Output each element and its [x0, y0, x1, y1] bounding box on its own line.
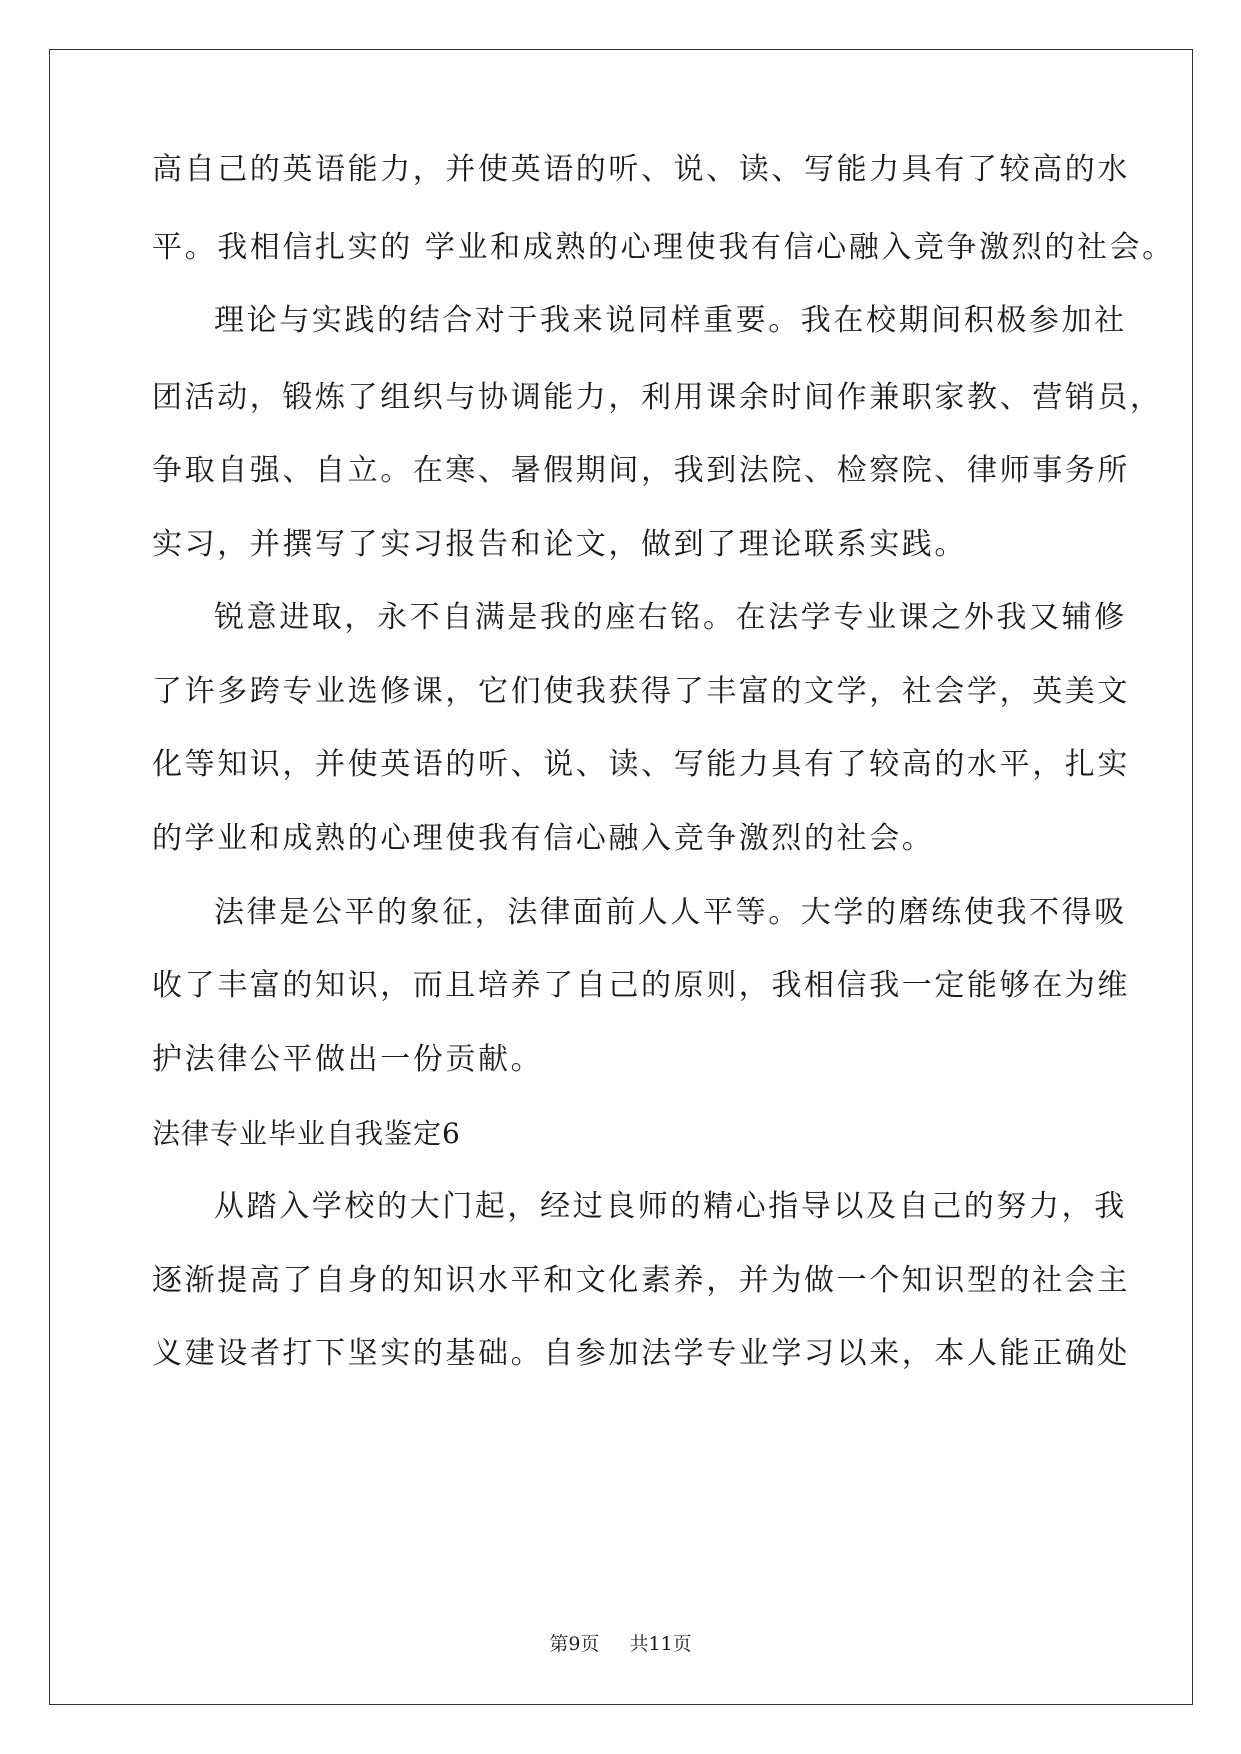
body-line: 义建设者打下坚实的基础。自参加法学专业学习以来，本人能正确处	[152, 1336, 1130, 1371]
page-total: 共11页	[629, 1633, 692, 1655]
body-line: 从踏入学校的大门起，经过良师的精心指导以及自己的努力，我	[214, 1189, 1127, 1224]
body-line: 理论与实践的结合对于我来说同样重要。我在校期间积极参加社	[214, 303, 1127, 338]
page-number: 第9页	[549, 1633, 600, 1655]
page-border	[49, 49, 1193, 1705]
body-line: 锐意进取，永不自满是我的座右铭。在法学专业课之外我又辅修	[214, 600, 1127, 635]
body-line: 团活动，锻炼了组织与协调能力，利用课余时间作兼职家教、营销员，	[152, 380, 1163, 415]
body-line: 高自己的英语能力，并使英语的听、说、读、写能力具有了较高的水	[152, 152, 1130, 187]
body-line: 平。我相信扎实的 学业和成熟的心理使我有信心融入竞争激烈的社会。	[152, 230, 1175, 265]
body-line: 逐渐提高了自身的知识水平和文化素养，并为做一个知识型的社会主	[152, 1263, 1130, 1298]
body-line: 了许多跨专业选修课，它们使我获得了丰富的文学，社会学，英美文	[152, 674, 1130, 709]
body-line: 的学业和成熟的心理使我有信心融入竞争激烈的社会。	[152, 821, 935, 856]
body-line: 化等知识，并使英语的听、说、读、写能力具有了较高的水平，扎实	[152, 747, 1130, 782]
body-line: 实习，并撰写了实习报告和论文，做到了理论联系实践。	[152, 527, 967, 562]
body-line: 护法律公平做出一份贡献。	[152, 1042, 544, 1077]
page-footer	[0, 1632, 1241, 1656]
body-line: 收了丰富的知识，而且培养了自己的原则，我相信我一定能够在为维	[152, 968, 1130, 1003]
section-heading: 法律专业毕业自我鉴定6	[152, 1117, 461, 1150]
body-line: 法律是公平的象征，法律面前人人平等。大学的磨练使我不得吸	[214, 895, 1127, 930]
body-line: 争取自强、自立。在寒、暑假期间，我到法院、检察院、律师事务所	[152, 453, 1130, 488]
